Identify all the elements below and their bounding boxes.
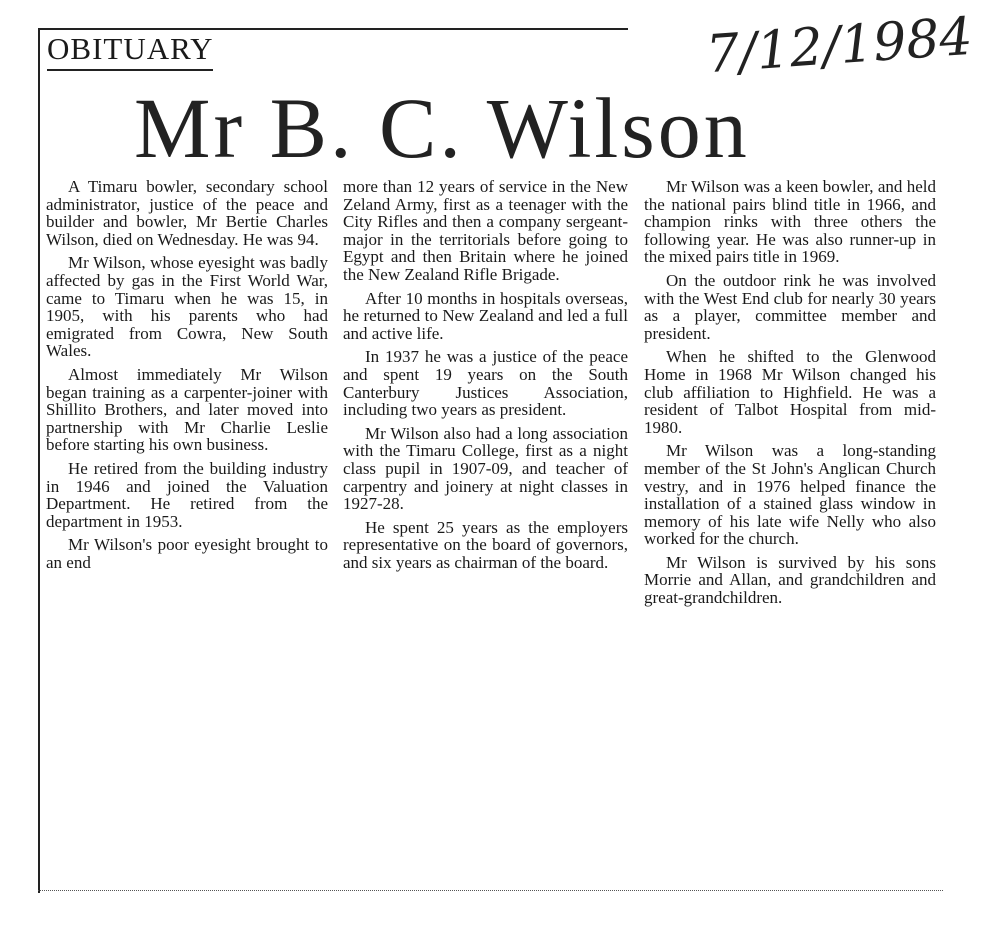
- headline: Mr B. C. Wilson: [134, 80, 750, 176]
- paragraph: A Timaru bowler, secondary school administrator, justice of the peace and builder and bowler, Mr Bertie Charles Wilson, died on Wednesday. He was 94.: [46, 177, 328, 249]
- clipping-bottom-edge: [38, 890, 943, 891]
- section-label: OBITUARY: [47, 30, 213, 71]
- paragraph: In 1937 he was a justice of the peace and spent 19 years on the South Canterbury Justices Association, including two years as president.: [343, 347, 628, 420]
- handwritten-date: 7/12/1984: [704, 6, 975, 86]
- paragraph: When he shifted to the Glenwood Home in 1968 Mr Wilson changed his club affiliation to Highfield. He was a resident of Talbot Hospital from mid-1980.: [644, 347, 936, 437]
- paragraph: After 10 months in hospitals overseas, he returned to New Zealand and led a full and active life.: [343, 288, 628, 343]
- paragraph: He retired from the building industry in 1946 and joined the Valuation Department. He retired from the department in 1953.: [46, 458, 328, 531]
- column-3: [644, 178, 936, 613]
- paragraph: Mr Wilson's poor eyesight brought to an end: [46, 535, 328, 572]
- paragraph: Mr Wilson, whose eyesight was badly affected by gas in the First World War, came to Timaru when he was 15, in 1905, with his parents who had emigrated from Cowra, New South Wales.: [46, 253, 328, 361]
- paragraph: Mr Wilson was a long-standing member of the St John's Anglican Church vestry, and in 1976 helped finance the installation of a stained glass window in memory of his late wife Nelly who also worked for the church.: [644, 441, 936, 549]
- paragraph: He spent 25 years as the employers representative on the board of governors, and six years as chairman of the board.: [343, 517, 628, 572]
- clipping-left-rule: [38, 28, 40, 893]
- newspaper-clipping: [38, 6, 975, 903]
- paragraph: Mr Wilson was a keen bowler, and held the national pairs blind title in 1966, and champion rinks with three others the following year. He was also runner-up in the mixed pairs title in 1969.: [644, 177, 936, 267]
- paragraph: more than 12 years of service in the New Zeland Army, first as a teenager with the City Rifles and then a company sergeant-major in the territorials before going to Egypt and then Britain where he joined the New Zealand Rifle Brigade.: [343, 177, 628, 284]
- paragraph: Mr Wilson also had a long association with the Timaru College, first as a night class pupil in 1907-09, and teacher of carpentry and joinery at night classes in 1927-28.: [343, 423, 628, 514]
- paragraph: On the outdoor rink he was involved with the West End club for nearly 30 years as a player, committee member and president.: [644, 270, 936, 343]
- paragraph: Mr Wilson is survived by his sons Morrie and Allan, and grandchildren and great-grandchildren.: [644, 552, 936, 608]
- paragraph: Almost immediately Mr Wilson began training as a carpenter-joiner with Shillito Brothers, and later moved into partnership with Mr Charlie Leslie before starting his own business.: [46, 364, 328, 455]
- column-1: [46, 178, 328, 577]
- column-2: [343, 178, 628, 577]
